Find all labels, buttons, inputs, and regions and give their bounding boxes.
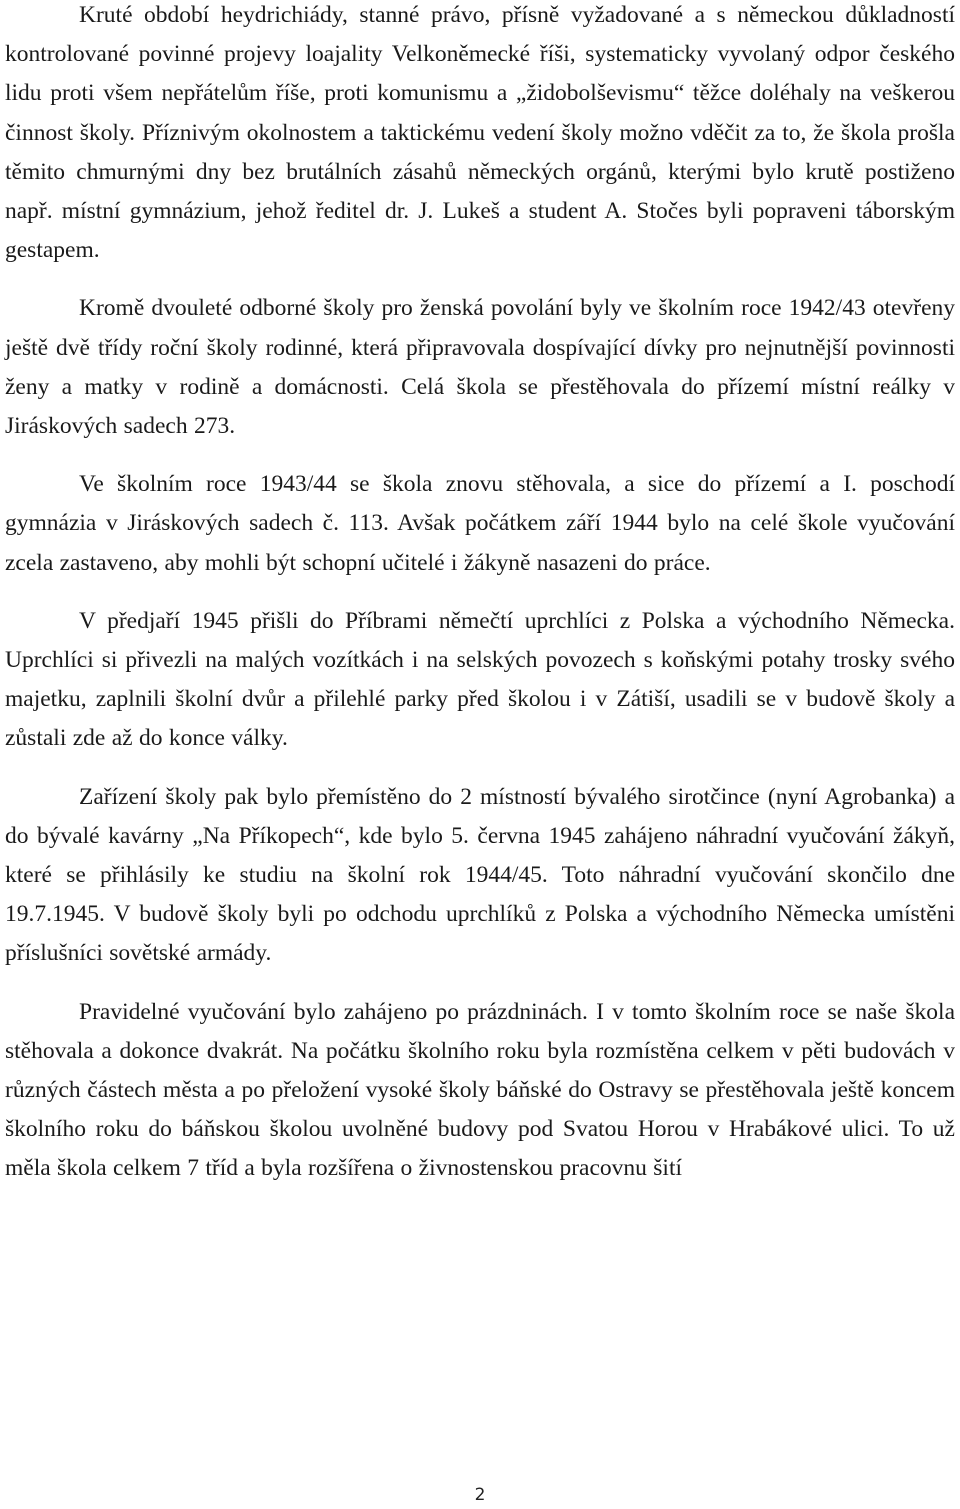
paragraph-school-year-1942: Kromě dvouleté odborné školy pro ženská povolání byly ve školním roce 1942/43 otevřeny ještě dvě třídy roční školy rodinné, která připravovala dospívající dívky pro nejnutnější povinnosti ženy a matky v rodině a domácnosti. Celá škola se přestěhovala do přízemí místní reálky v Jiráskových sadech 273. — [5, 295, 955, 440]
paragraph-school-year-1943: Ve školním roce 1943/44 se škola znovu stěhovala, a sice do přízemí a I. poschodí gymnázia v Jiráskových sadech č. 113. Avšak počátkem září 1944 bylo na celé škole vyučování zcela zastaveno, aby mohli být schopní učitelé i žákyně nasazeni do práce. — [5, 471, 955, 576]
paragraph-regular-teaching: Pravidelné vyučování bylo zahájeno po prázdninách. I v tomto školním roce se naše škola stěhovala a dokonce dvakrát. Na počátku školního roku byla rozmístěna celkem v pěti budovách v různých částech města a po přeložení vysoké školy báňské do Ostravy se přestěhovala ještě koncem školního roku do báňskou školou uvolněné budovy pod Svatou Horou v Hrabákové ulici. To už měla škola celkem 7 tříd a byla rozšířena o živnostenskou pracovnu šití — [5, 998, 955, 1182]
document-page — [5, 0, 955, 1189]
paragraph-refugees-1945: V předjaří 1945 přišli do Příbrami němečtí uprchlíci z Polska a východního Německa. Uprchlíci si přivezli na malých vozítkách i na selských povozech s koňskými potahy trosky svého majetku, zaplnili školní dvůr a přilehlé parky před školou i v Zátiší, usadili se v budově školy a zůstali zde až do konce války. — [5, 607, 955, 752]
page-number: 2 — [474, 1485, 486, 1505]
paragraph-relocation: Zařízení školy pak bylo přemístěno do 2 místností bývalého sirotčince (nyní Agrobanka) a do bývalé kavárny „Na Příkopech“, kde bylo 5. června 1945 zahájeno náhradní vyučování žákyň, které se přihlásily ke studiu na školní rok 1944/45. Toto náhradní vyučování skončilo dne 19.7.1945. V budově školy byli po odchodu uprchlíků z Polska a východního Německa umístěni příslušníci sovětské armády. — [5, 783, 955, 967]
paragraph-heydrichiada: Kruté období heydrichiády, stanné právo, přísně vyžadované a s německou důkladností kontrolované povinné projevy loajality Velkoněmecké říši, systematicky vyvolaný odpor českého lidu proti všem nepřátelům říše, proti komunismu a „židobolševismu“ těžce doléhaly na veškerou činnost školy. Příznivým okolnostem a taktickému vedení školy možno vděčit za to, že škola prošla těmito chmurnými dny bez brutálních zásahů německých orgánů, kterými bylo krutě postiženo např. místní gymnázium, jehož ředitel dr. J. Lukeš a student A. Stočes byli popraveni táborským gestapem. — [5, 2, 955, 264]
